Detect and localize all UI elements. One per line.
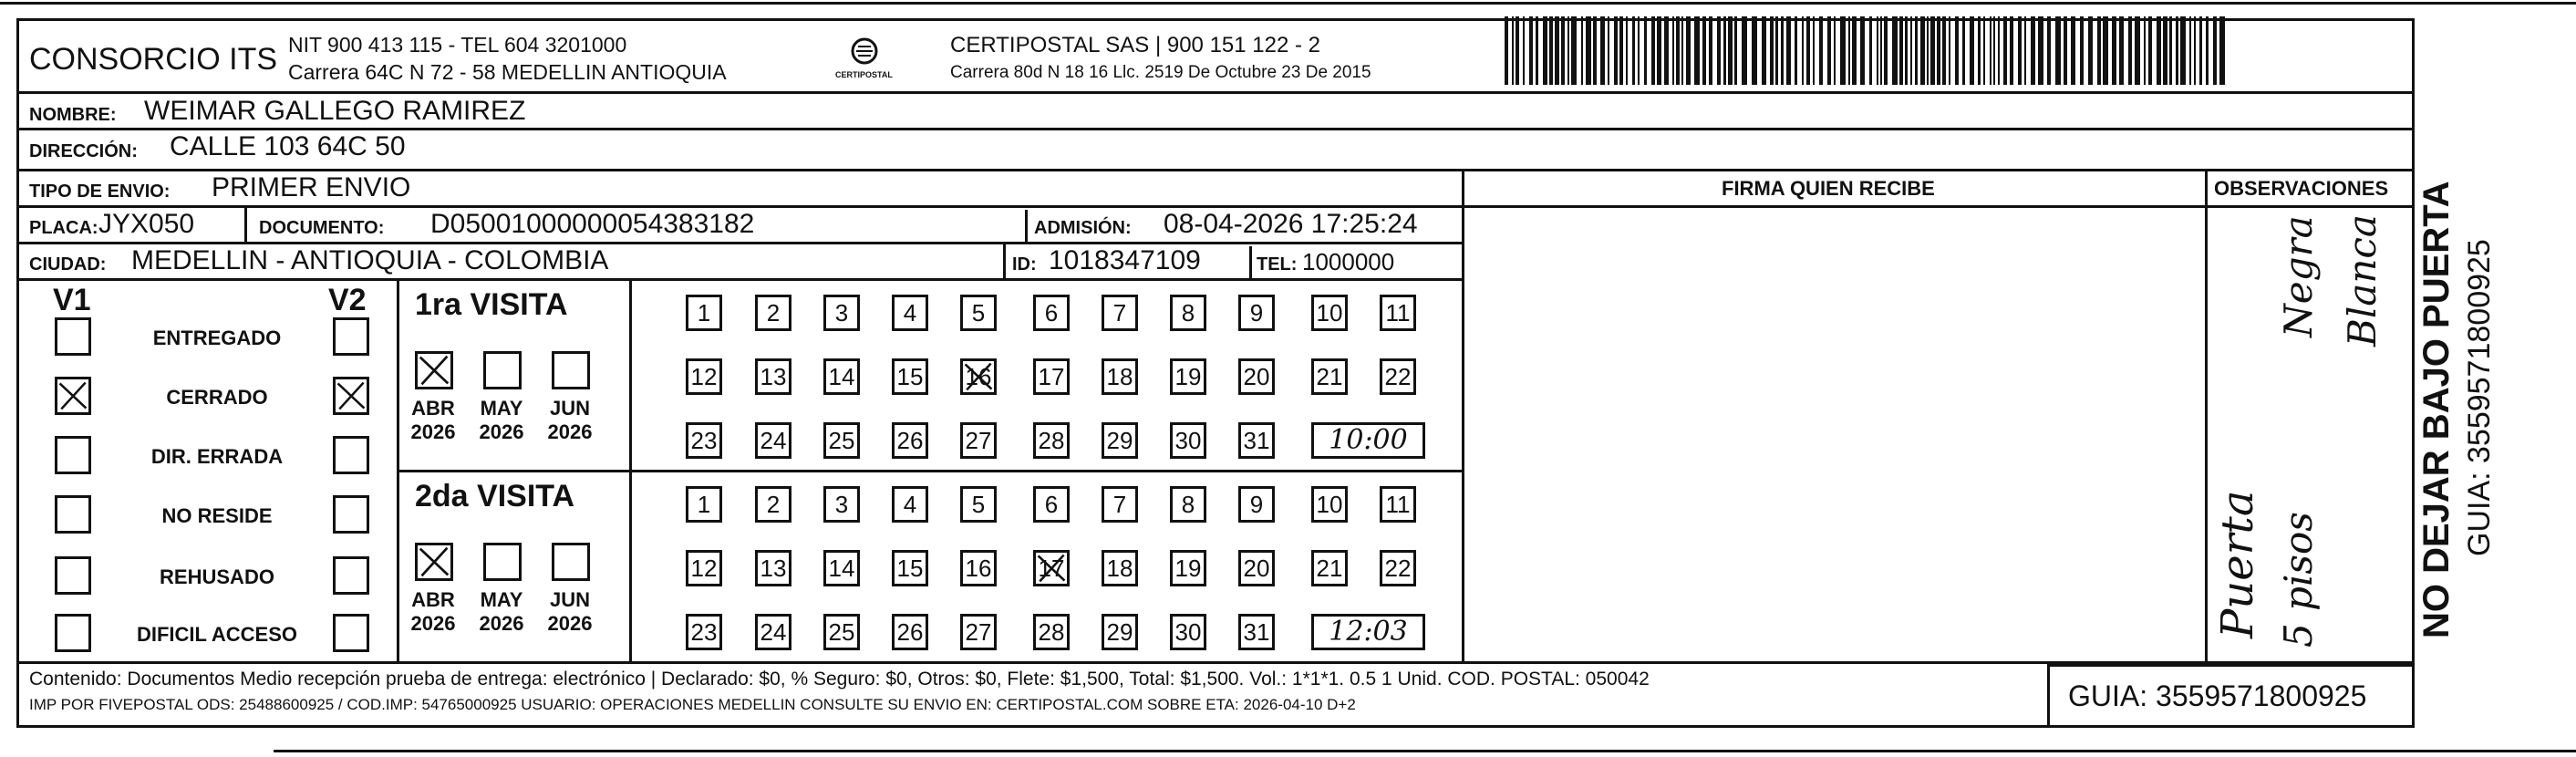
status-v2-checkbox[interactable] <box>333 317 369 356</box>
day-box[interactable]: 2 <box>755 486 791 523</box>
barcode-bar <box>1927 16 1929 85</box>
day-box[interactable]: 13 <box>755 358 791 395</box>
day-box[interactable]: 30 <box>1170 614 1206 650</box>
barcode-bar <box>2219 16 2225 85</box>
barcode-bar <box>1892 16 1898 85</box>
barcode-bar <box>1676 16 1680 85</box>
nombre-value: WEIMAR GALLEGO RAMIREZ <box>144 96 526 126</box>
month-name: MAY <box>480 588 523 611</box>
barcode-bar <box>1709 16 1712 85</box>
cell-divider <box>1249 246 1252 278</box>
day-box[interactable]: 13 <box>755 550 791 586</box>
day-box[interactable]: 23 <box>686 422 722 459</box>
barcode-bar <box>1786 16 1791 85</box>
obs-line: Negra <box>2276 215 2321 337</box>
barcode-bar <box>1795 16 1797 85</box>
tel-value: 1000000 <box>1302 248 1395 275</box>
day-box[interactable]: 31 <box>1238 422 1275 459</box>
barcode-bar <box>1942 16 1946 85</box>
row-rule <box>16 278 1464 281</box>
day-box[interactable]: 4 <box>892 486 928 523</box>
day-box[interactable]: 28 <box>1033 422 1070 459</box>
barcode-bar <box>2003 16 2007 85</box>
barcode-bar <box>1877 16 1878 85</box>
barcode-bar <box>1762 16 1766 85</box>
firma-divider <box>1462 169 1464 661</box>
day-box[interactable]: 22 <box>1380 358 1416 395</box>
obs-line: Puerta <box>2212 490 2263 638</box>
ciudad-label: CIUDAD: <box>29 254 107 275</box>
barcode-bar <box>1505 16 1508 85</box>
status-label: CERRADO <box>166 386 268 409</box>
barcode-bar <box>1840 16 1846 85</box>
barcode-bar <box>1632 16 1635 85</box>
x-check-icon <box>57 379 88 412</box>
day-box[interactable]: 21 <box>1311 550 1348 586</box>
barcode-bar <box>1869 16 1872 85</box>
day-box[interactable]: 24 <box>755 422 791 459</box>
barcode-bar <box>1664 16 1669 85</box>
month-checkbox[interactable] <box>552 543 590 581</box>
day-box[interactable]: 6 <box>1033 486 1070 523</box>
no-dejar-warning: NO DEJAR BAJO PUERTA <box>2416 181 2457 638</box>
barcode-bar <box>2176 16 2178 85</box>
barcode-bar <box>1860 16 1865 85</box>
barcode-bar <box>2088 16 2093 85</box>
barcode-bar <box>1681 16 1683 85</box>
day-box[interactable]: 15 <box>892 550 928 586</box>
barcode-bar <box>1651 16 1655 85</box>
ciudad-value: MEDELLIN - ANTIOQUIA - COLOMBIA <box>131 245 609 275</box>
row-rule <box>16 128 2415 130</box>
barcode-bar <box>1827 16 1831 85</box>
barcode-bar <box>1775 16 1778 85</box>
day-box[interactable]: 25 <box>823 422 860 459</box>
v1-header: V1 <box>53 283 91 317</box>
month-name: ABR <box>411 588 455 611</box>
side-divider <box>2412 128 2415 661</box>
cell-divider <box>1003 242 1006 278</box>
visit-time-box[interactable]: 12:03 <box>1311 614 1425 650</box>
x-check-icon <box>336 379 367 412</box>
day-box[interactable]: 2 <box>755 295 791 331</box>
obs-line: Blanca <box>2340 214 2385 347</box>
barcode-bar <box>1529 16 1533 85</box>
x-check-icon <box>1036 553 1067 584</box>
barcode-bar <box>1638 16 1640 85</box>
company-name: CONSORCIO ITS <box>29 42 278 77</box>
status-v1-checkbox[interactable] <box>55 377 91 415</box>
month-year: 2026 <box>479 420 524 443</box>
barcode-bar <box>1516 16 1519 85</box>
day-box[interactable]: 7 <box>1102 486 1138 523</box>
barcode-bar <box>1970 16 1974 85</box>
footer-guia: GUIA: 3559571800925 <box>2068 679 2367 712</box>
placa-label: PLACA: <box>29 218 98 238</box>
barcode-bar <box>2169 16 2172 85</box>
barcode-bar <box>1848 16 1850 85</box>
status-v1-checkbox[interactable] <box>55 317 91 356</box>
barcode-bar <box>2097 16 2101 85</box>
status-label: NO RESIDE <box>161 504 273 527</box>
status-v2-checkbox[interactable] <box>333 436 369 474</box>
status-label: DIFICIL ACCESO <box>136 623 297 646</box>
barcode-bar <box>1955 16 1959 85</box>
day-box[interactable]: 17 <box>1033 550 1070 586</box>
barcode-bar <box>2157 16 2161 85</box>
barcode-bar <box>2112 16 2116 85</box>
day-box[interactable]: 5 <box>960 295 997 331</box>
month-label <box>543 397 597 444</box>
barcode-bar <box>1672 16 1674 85</box>
barcode-bar <box>1644 16 1647 85</box>
month-checkbox[interactable] <box>552 351 590 389</box>
day-box[interactable]: 11 <box>1380 486 1416 523</box>
status-v1-checkbox[interactable] <box>55 614 91 652</box>
barcode-bar <box>1949 16 1950 85</box>
page-bottom-rule <box>274 750 2576 752</box>
month-name: JUN <box>549 397 590 420</box>
logo-text: CERTIPOSTAL <box>835 70 893 79</box>
month-checkbox[interactable] <box>483 351 522 389</box>
day-box[interactable]: 19 <box>1170 550 1206 586</box>
day-box[interactable]: 10 <box>1311 486 1348 523</box>
day-box[interactable]: 7 <box>1102 295 1138 331</box>
day-box[interactable]: 1 <box>686 295 722 331</box>
barcode-bar <box>2199 16 2202 85</box>
barcode-bar <box>2024 16 2026 85</box>
barcode-bar <box>1734 16 1737 85</box>
barcode-bar <box>2144 16 2146 85</box>
company-nit: NIT 900 413 115 - TEL 604 3201000 <box>288 33 627 57</box>
page-top-rule <box>0 2 2576 5</box>
barcode-bar <box>1915 16 1918 85</box>
barcode-bar <box>2071 16 2075 85</box>
day-box[interactable]: 17 <box>1033 358 1070 395</box>
barcode-bar <box>1983 16 1985 85</box>
barcode-bar <box>1723 16 1726 85</box>
day-box[interactable]: 9 <box>1238 486 1275 523</box>
barcode-bar <box>1512 16 1514 85</box>
month-year: 2026 <box>479 612 524 635</box>
barcode-bar <box>1600 16 1605 85</box>
placa-value: JYX050 <box>98 209 195 239</box>
barcode-bar <box>2128 16 2132 85</box>
status-v1-checkbox[interactable] <box>55 556 91 595</box>
barcode-bar <box>1920 16 1925 85</box>
day-box[interactable]: 5 <box>960 486 997 523</box>
barcode-bar <box>1626 16 1628 85</box>
month-year: 2026 <box>410 420 456 443</box>
day-box[interactable]: 22 <box>1380 550 1416 586</box>
day-box[interactable]: 3 <box>823 295 860 331</box>
status-label: REHUSADO <box>160 565 274 588</box>
documento-value: D05001000000054383182 <box>430 209 755 239</box>
day-box[interactable]: 20 <box>1238 550 1275 586</box>
day-box[interactable]: 19 <box>1170 358 1206 395</box>
barcode-bar <box>1657 16 1661 85</box>
barcode-bar <box>2064 16 2067 85</box>
day-box[interactable]: 27 <box>960 422 997 459</box>
barcode-bar <box>1978 16 1981 85</box>
barcode-bar <box>1998 16 2000 85</box>
admision-value: 08-04-2026 17:25:24 <box>1164 209 1418 239</box>
barcode-bar <box>1686 16 1691 85</box>
day-box[interactable]: 12 <box>686 550 722 586</box>
barcode-bar <box>1694 16 1700 85</box>
day-box[interactable]: 3 <box>823 486 860 523</box>
barcode-bar <box>1884 16 1888 85</box>
barcode-bar <box>1990 16 1991 85</box>
barcode-bar <box>1555 16 1559 85</box>
month-label <box>543 588 597 636</box>
status-divider <box>397 278 399 661</box>
barcode-bar <box>1819 16 1823 85</box>
barcode-bar <box>1619 16 1623 85</box>
barcode-bar <box>2103 16 2108 85</box>
barcode-bar <box>1581 16 1583 85</box>
barcode-bar <box>1802 16 1804 85</box>
day-box[interactable]: 1 <box>686 486 722 523</box>
id-value: 1018347109 <box>1049 245 1201 275</box>
nombre-label: NOMBRE: <box>29 105 117 125</box>
row-rule <box>16 242 1464 244</box>
barcode-bar <box>1728 16 1733 85</box>
month-checkbox[interactable] <box>415 351 453 389</box>
barcode-bar <box>1567 16 1569 85</box>
row-rule <box>16 91 2415 94</box>
certipostal-info: CERTIPOSTAL SAS | 900 151 122 - 2 <box>950 33 1320 57</box>
barcode-bar <box>1561 16 1565 85</box>
barcode-bar <box>2119 16 2124 85</box>
documento-label: DOCUMENTO: <box>259 218 385 238</box>
day-box[interactable]: 26 <box>892 422 928 459</box>
barcode-bar <box>2194 16 2196 85</box>
cell-divider <box>1025 210 1028 242</box>
day-box[interactable]: 25 <box>823 614 860 650</box>
barcode-bar <box>1880 16 1882 85</box>
barcode-bar <box>1614 16 1618 85</box>
visit-time-box[interactable]: 10:00 <box>1311 422 1425 459</box>
v2-header: V2 <box>328 283 367 317</box>
x-check-icon <box>418 354 450 387</box>
direccion-value: CALLE 103 64C 50 <box>170 131 406 161</box>
side-guia: GUIA: 3559571800925 <box>2462 239 2497 556</box>
month-checkbox[interactable] <box>415 543 453 581</box>
status-label: DIR. ERRADA <box>150 445 284 468</box>
barcode-bar <box>2031 16 2035 85</box>
company-address: Carrera 64C N 72 - 58 MEDELLIN ANTIOQUIA <box>288 60 727 84</box>
row-rule <box>16 169 2415 171</box>
barcode-bar <box>1993 16 1995 85</box>
day-box[interactable]: 11 <box>1380 295 1416 331</box>
barcode-bar <box>1742 16 1747 85</box>
day-box[interactable]: 9 <box>1238 295 1275 331</box>
day-box[interactable]: 28 <box>1033 614 1070 650</box>
barcode-bar <box>1608 16 1609 85</box>
barcode-bar <box>1852 16 1857 85</box>
month-name: MAY <box>480 397 523 420</box>
day-box[interactable]: 18 <box>1102 358 1138 395</box>
footer-contenido: Contenido: Documentos Medio recepción prueba de entrega: electrónico | Declarado: $0, % Seguro: $0, Otros: $0, Flete: $1,500, Total: $1,500. Vol.: 1*1*1. 0.5 1 Unid. COD. POSTAL: 050042 <box>29 669 1650 690</box>
status-v2-checkbox[interactable] <box>333 377 369 415</box>
barcode-bar <box>1702 16 1706 85</box>
month-label <box>474 397 529 444</box>
barcode-bar <box>2135 16 2140 85</box>
day-box[interactable]: 24 <box>755 614 791 650</box>
barcode-bar <box>1905 16 1908 85</box>
day-box[interactable]: 31 <box>1238 614 1275 650</box>
status-label: ENTREGADO <box>152 327 282 349</box>
barcode-bar <box>1899 16 1903 85</box>
day-box[interactable]: 18 <box>1102 550 1138 586</box>
month-label <box>474 588 529 636</box>
barcode-bar <box>2213 16 2217 85</box>
tipo-value: PRIMER ENVIO <box>212 172 411 202</box>
day-box[interactable]: 10 <box>1311 295 1348 331</box>
barcode-bar <box>2189 16 2191 85</box>
status-v1-checkbox[interactable] <box>55 436 91 474</box>
month-year: 2026 <box>547 612 593 635</box>
direccion-label: DIRECCIÓN: <box>29 141 138 161</box>
month-label <box>406 397 460 444</box>
footer-imp: IMP POR FIVEPOSTAL ODS: 25488600925 / COD.IMP: 54765000925 USUARIO: OPERACIONES MEDELLIN CONSULTE SU ENVIO EN: CERTIPOSTAL.COM SOBRE ETA: 2026-04-10 D+2 <box>29 696 1356 713</box>
status-v2-checkbox[interactable] <box>333 556 369 595</box>
barcode-bar <box>1806 16 1810 85</box>
months-divider <box>629 278 632 661</box>
x-check-icon <box>963 361 994 392</box>
tel-label: TEL: <box>1257 254 1298 275</box>
x-check-icon <box>418 545 450 578</box>
row-rule <box>16 205 2415 208</box>
barcode-bar <box>2010 16 2013 85</box>
tipo-label: TIPO DE ENVIO: <box>29 181 171 202</box>
barcode-bar <box>2206 16 2209 85</box>
status-v2-checkbox[interactable] <box>333 495 369 534</box>
admision-label: ADMISIÓN: <box>1034 218 1132 238</box>
barcode-bar <box>2180 16 2186 85</box>
day-box[interactable]: 26 <box>892 614 928 650</box>
visit-title: 2da VISITA <box>415 479 575 513</box>
day-box[interactable]: 8 <box>1170 486 1206 523</box>
status-v1-checkbox[interactable] <box>55 495 91 534</box>
barcode-bar <box>1962 16 1965 85</box>
barcode <box>1505 16 2229 85</box>
barcode-bar <box>1813 16 1815 85</box>
barcode-bar <box>1523 16 1525 85</box>
month-checkbox[interactable] <box>483 543 522 581</box>
barcode-bar <box>1752 16 1757 85</box>
barcode-bar <box>1549 16 1553 85</box>
certipostal-address: Carrera 80d N 18 16 Llc. 2519 De Octubre 23 De 2015 <box>950 63 1371 82</box>
barcode-bar <box>1571 16 1577 85</box>
day-box[interactable]: 29 <box>1102 422 1138 459</box>
barcode-bar <box>1781 16 1784 85</box>
day-box[interactable]: 14 <box>823 358 860 395</box>
day-box[interactable]: 15 <box>892 358 928 395</box>
obs-line: 5 pisos <box>2276 512 2321 648</box>
barcode-bar <box>2018 16 2022 85</box>
barcode-bar <box>1717 16 1721 85</box>
barcode-bar <box>1834 16 1836 85</box>
barcode-bar <box>1937 16 1940 85</box>
barcode-bar <box>1770 16 1774 85</box>
month-label <box>406 588 460 636</box>
day-box[interactable]: 29 <box>1102 614 1138 650</box>
firma-header: FIRMA QUIEN RECIBE <box>1722 177 1935 200</box>
id-label: ID: <box>1012 254 1037 275</box>
day-box[interactable]: 12 <box>686 358 722 395</box>
barcode-bar <box>1930 16 1935 85</box>
day-box[interactable]: 30 <box>1170 422 1206 459</box>
barcode-bar <box>2148 16 2152 85</box>
barcode-bar <box>2163 16 2167 85</box>
barcode-bar <box>2080 16 2084 85</box>
barcode-bar <box>2047 16 2051 85</box>
barcode-bar <box>2055 16 2061 85</box>
day-box[interactable]: 21 <box>1311 358 1348 395</box>
day-box[interactable]: 27 <box>960 614 997 650</box>
barcode-bar <box>1910 16 1912 85</box>
day-box[interactable]: 16 <box>960 550 997 586</box>
day-box[interactable]: 8 <box>1170 295 1206 331</box>
month-year: 2026 <box>410 612 456 635</box>
cell-divider <box>244 205 247 242</box>
day-box[interactable]: 6 <box>1033 295 1070 331</box>
barcode-bar <box>1586 16 1591 85</box>
month-name: JUN <box>549 588 590 611</box>
barcode-bar <box>1593 16 1597 85</box>
visit-title: 1ra VISITA <box>415 287 568 322</box>
day-box[interactable]: 4 <box>892 295 928 331</box>
certipostal-logo <box>832 35 897 88</box>
month-year: 2026 <box>547 420 593 443</box>
month-name: ABR <box>411 397 455 420</box>
day-box[interactable]: 23 <box>686 614 722 650</box>
observaciones-handwriting <box>2207 210 2412 657</box>
barcode-bar <box>1536 16 1538 85</box>
barcode-bar <box>2038 16 2043 85</box>
row-rule <box>399 470 1464 472</box>
day-box[interactable]: 14 <box>823 550 860 586</box>
status-v2-checkbox[interactable] <box>333 614 369 652</box>
day-box[interactable]: 16 <box>960 358 997 395</box>
observaciones-header: OBSERVACIONES <box>2214 177 2389 200</box>
day-box[interactable]: 20 <box>1238 358 1275 395</box>
barcode-bar <box>1543 16 1547 85</box>
